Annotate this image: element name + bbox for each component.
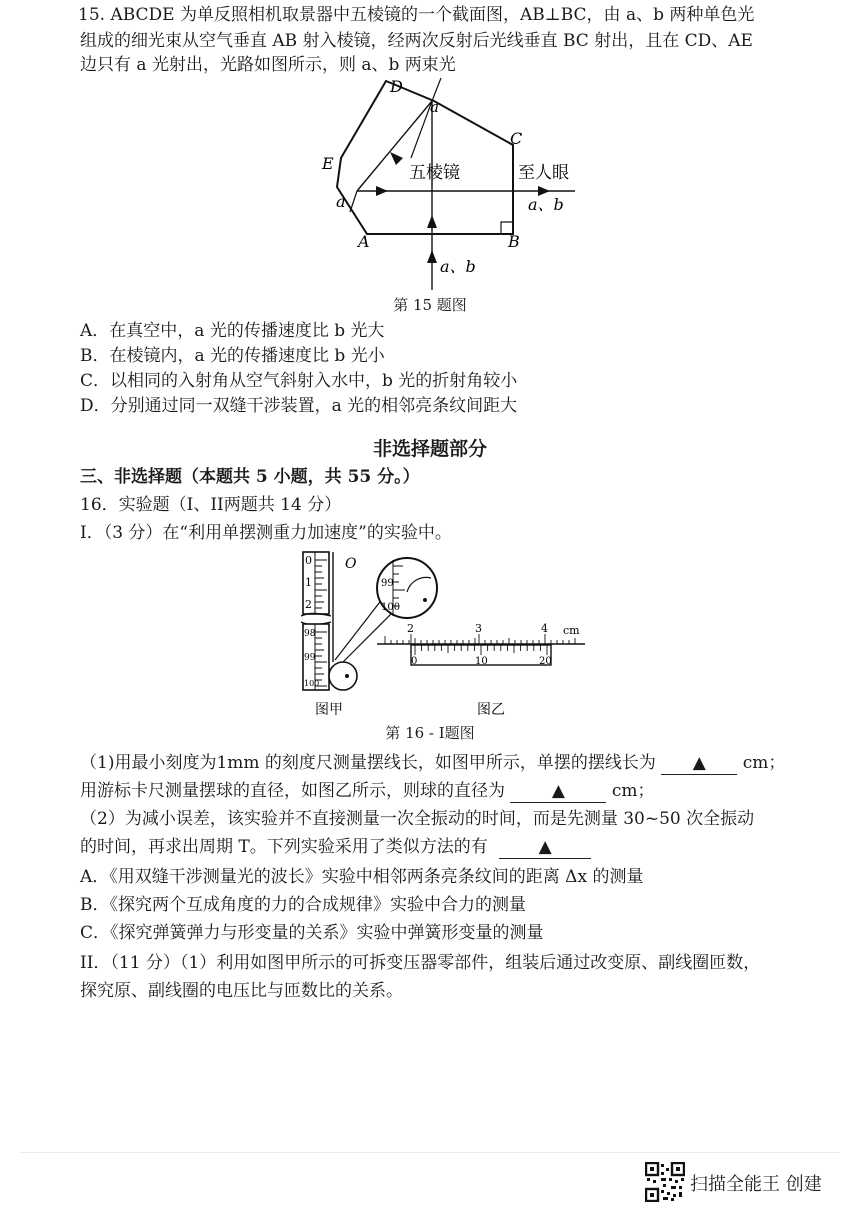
q16-q1-line2-unit: cm； xyxy=(611,781,655,801)
out-ab-label: a、b xyxy=(528,195,564,214)
arrow-in-up xyxy=(427,215,437,228)
q16-q1-line2-text: 用游标卡尺测量摆球的直径，如图乙所示，则球的直径为 xyxy=(80,781,505,801)
prism-outline xyxy=(337,81,513,234)
q15-option-b: B．在棱镜内，a 光的传播速度比 b 光小 xyxy=(80,346,385,366)
part3-heading: 三、非选择题（本题共 5 小题，共 55 分。） xyxy=(80,467,420,487)
vern-20: 20 xyxy=(539,656,552,667)
blank-marker: ▲ xyxy=(538,837,552,857)
q16-q2-line1: （2）为减小误差，该实验并不直接测量一次全振动的时间，而是先测量 30~50 次全振动 xyxy=(80,809,755,829)
prism-label: 五棱镜 xyxy=(409,163,460,183)
q16-part2-line2: 探究原、副线圈的电压比与匝数比的关系。 xyxy=(80,981,403,1001)
eye-label: 至人眼 xyxy=(518,163,569,183)
q16-q2-line2 xyxy=(80,836,591,859)
scanner-watermark: 扫描全能王 创建 xyxy=(690,1174,822,1195)
vern-0: 0 xyxy=(411,656,418,667)
q16-caption: 第 16 - I题图 xyxy=(385,724,475,742)
qr-code-icon xyxy=(645,1162,685,1202)
label-A: A xyxy=(358,232,370,251)
q16-heading: 16．实验题（I、II两题共 14 分） xyxy=(80,495,342,515)
q16-option-c: C．《探究弹簧弹力与形变量的关系》实验中弹簧形变量的测量 xyxy=(80,923,544,943)
footer-divider xyxy=(20,1152,840,1153)
label-C: C xyxy=(510,129,523,148)
in-ab-label: a、b xyxy=(440,257,476,276)
main-3: 3 xyxy=(475,622,482,635)
ruler-top-1: 1 xyxy=(305,576,312,589)
q16-q1-line2 xyxy=(80,780,654,803)
ruler-top-2: 2 xyxy=(305,598,312,611)
blank-marker: ▲ xyxy=(692,753,706,773)
q16-q1-line1 xyxy=(80,752,785,775)
q15-option-d: D．分别通过同一双缝干涉装置，a 光的相邻亮条纹间距大 xyxy=(80,396,518,416)
ruler-bot-98: 98 xyxy=(304,629,316,639)
answer-blank-diameter[interactable] xyxy=(510,780,606,803)
label-a-left: a xyxy=(336,192,346,211)
q15-stem-line-3: 边只有 a 光射出，光路如图所示，则 a、b 两束光 xyxy=(80,55,456,75)
q15-stem-line-2: 组成的细光束从空气垂直 AB 射入棱镜，经两次反射后光线垂直 BC 射出，且在 CD、AE xyxy=(80,31,753,51)
q16-part2-line1: II．（11 分）（1）利用如图甲所示的可拆变压器零部件，组装后通过改变原、副线圈匝数， xyxy=(80,953,761,973)
section-title: 非选择题部分 xyxy=(372,438,487,460)
label-B: B xyxy=(508,232,520,251)
main-4: 4 xyxy=(541,622,548,635)
ruler-bot-100: 100 xyxy=(304,679,320,688)
answer-blank-method[interactable] xyxy=(499,836,591,859)
q16-option-b: B．《探究两个互成角度的力的合成规律》实验中合力的测量 xyxy=(80,895,526,915)
arrow-diag xyxy=(390,152,403,165)
zoom-100: 100 xyxy=(381,602,401,613)
arrow-h1 xyxy=(376,186,388,196)
label-O: O xyxy=(345,556,357,572)
label-jia: 图甲 xyxy=(315,702,343,718)
q15-option-c: C．以相同的入射角从空气斜射入水中，b 光的折射角较小 xyxy=(80,371,518,391)
q15-option-a: A．在真空中，a 光的传播速度比 b 光大 xyxy=(80,321,385,341)
arrow-in-low xyxy=(427,250,437,263)
ruler-bot-99: 99 xyxy=(304,653,316,663)
q15-prism-figure xyxy=(310,72,590,302)
blank-marker: ▲ xyxy=(551,781,565,801)
q16-q1-line1-text: （1)用最小刻度为1mm 的刻度尺测量摆线长，如图甲所示，单摆的摆线长为 xyxy=(80,753,656,773)
unit-cm: cm xyxy=(563,624,580,637)
q16-part1-intro: I．（3 分）在“利用单摆测重力加速度”的实验中。 xyxy=(80,523,452,543)
q15-stem-line-1: 15. ABCDE 为单反照相机取景器中五棱镜的一个截面图，AB⊥BC，由 a、b 两种单色光 xyxy=(78,5,755,25)
label-E: E xyxy=(322,154,334,173)
q16-figure xyxy=(295,548,595,720)
vern-10: 10 xyxy=(475,656,488,667)
q16-q2-line2-text: 的时间，再求出周期 T。下列实验采用了类似方法的有 xyxy=(80,837,488,857)
q16-option-a: A．《用双缝干涉测量光的波长》实验中相邻两条亮条纹间的距离 Δx 的测量 xyxy=(80,867,644,887)
label-D: D xyxy=(390,77,403,96)
q16-q1-line1-unit: cm； xyxy=(742,753,786,773)
label-yi: 图乙 xyxy=(477,702,505,718)
main-2: 2 xyxy=(407,622,414,635)
q15-caption: 第 15 题图 xyxy=(393,296,467,314)
zoom-99: 99 xyxy=(381,578,394,589)
answer-blank-length[interactable] xyxy=(661,752,737,775)
ruler-top-0: 0 xyxy=(305,554,312,567)
label-a-top: a xyxy=(430,98,439,116)
